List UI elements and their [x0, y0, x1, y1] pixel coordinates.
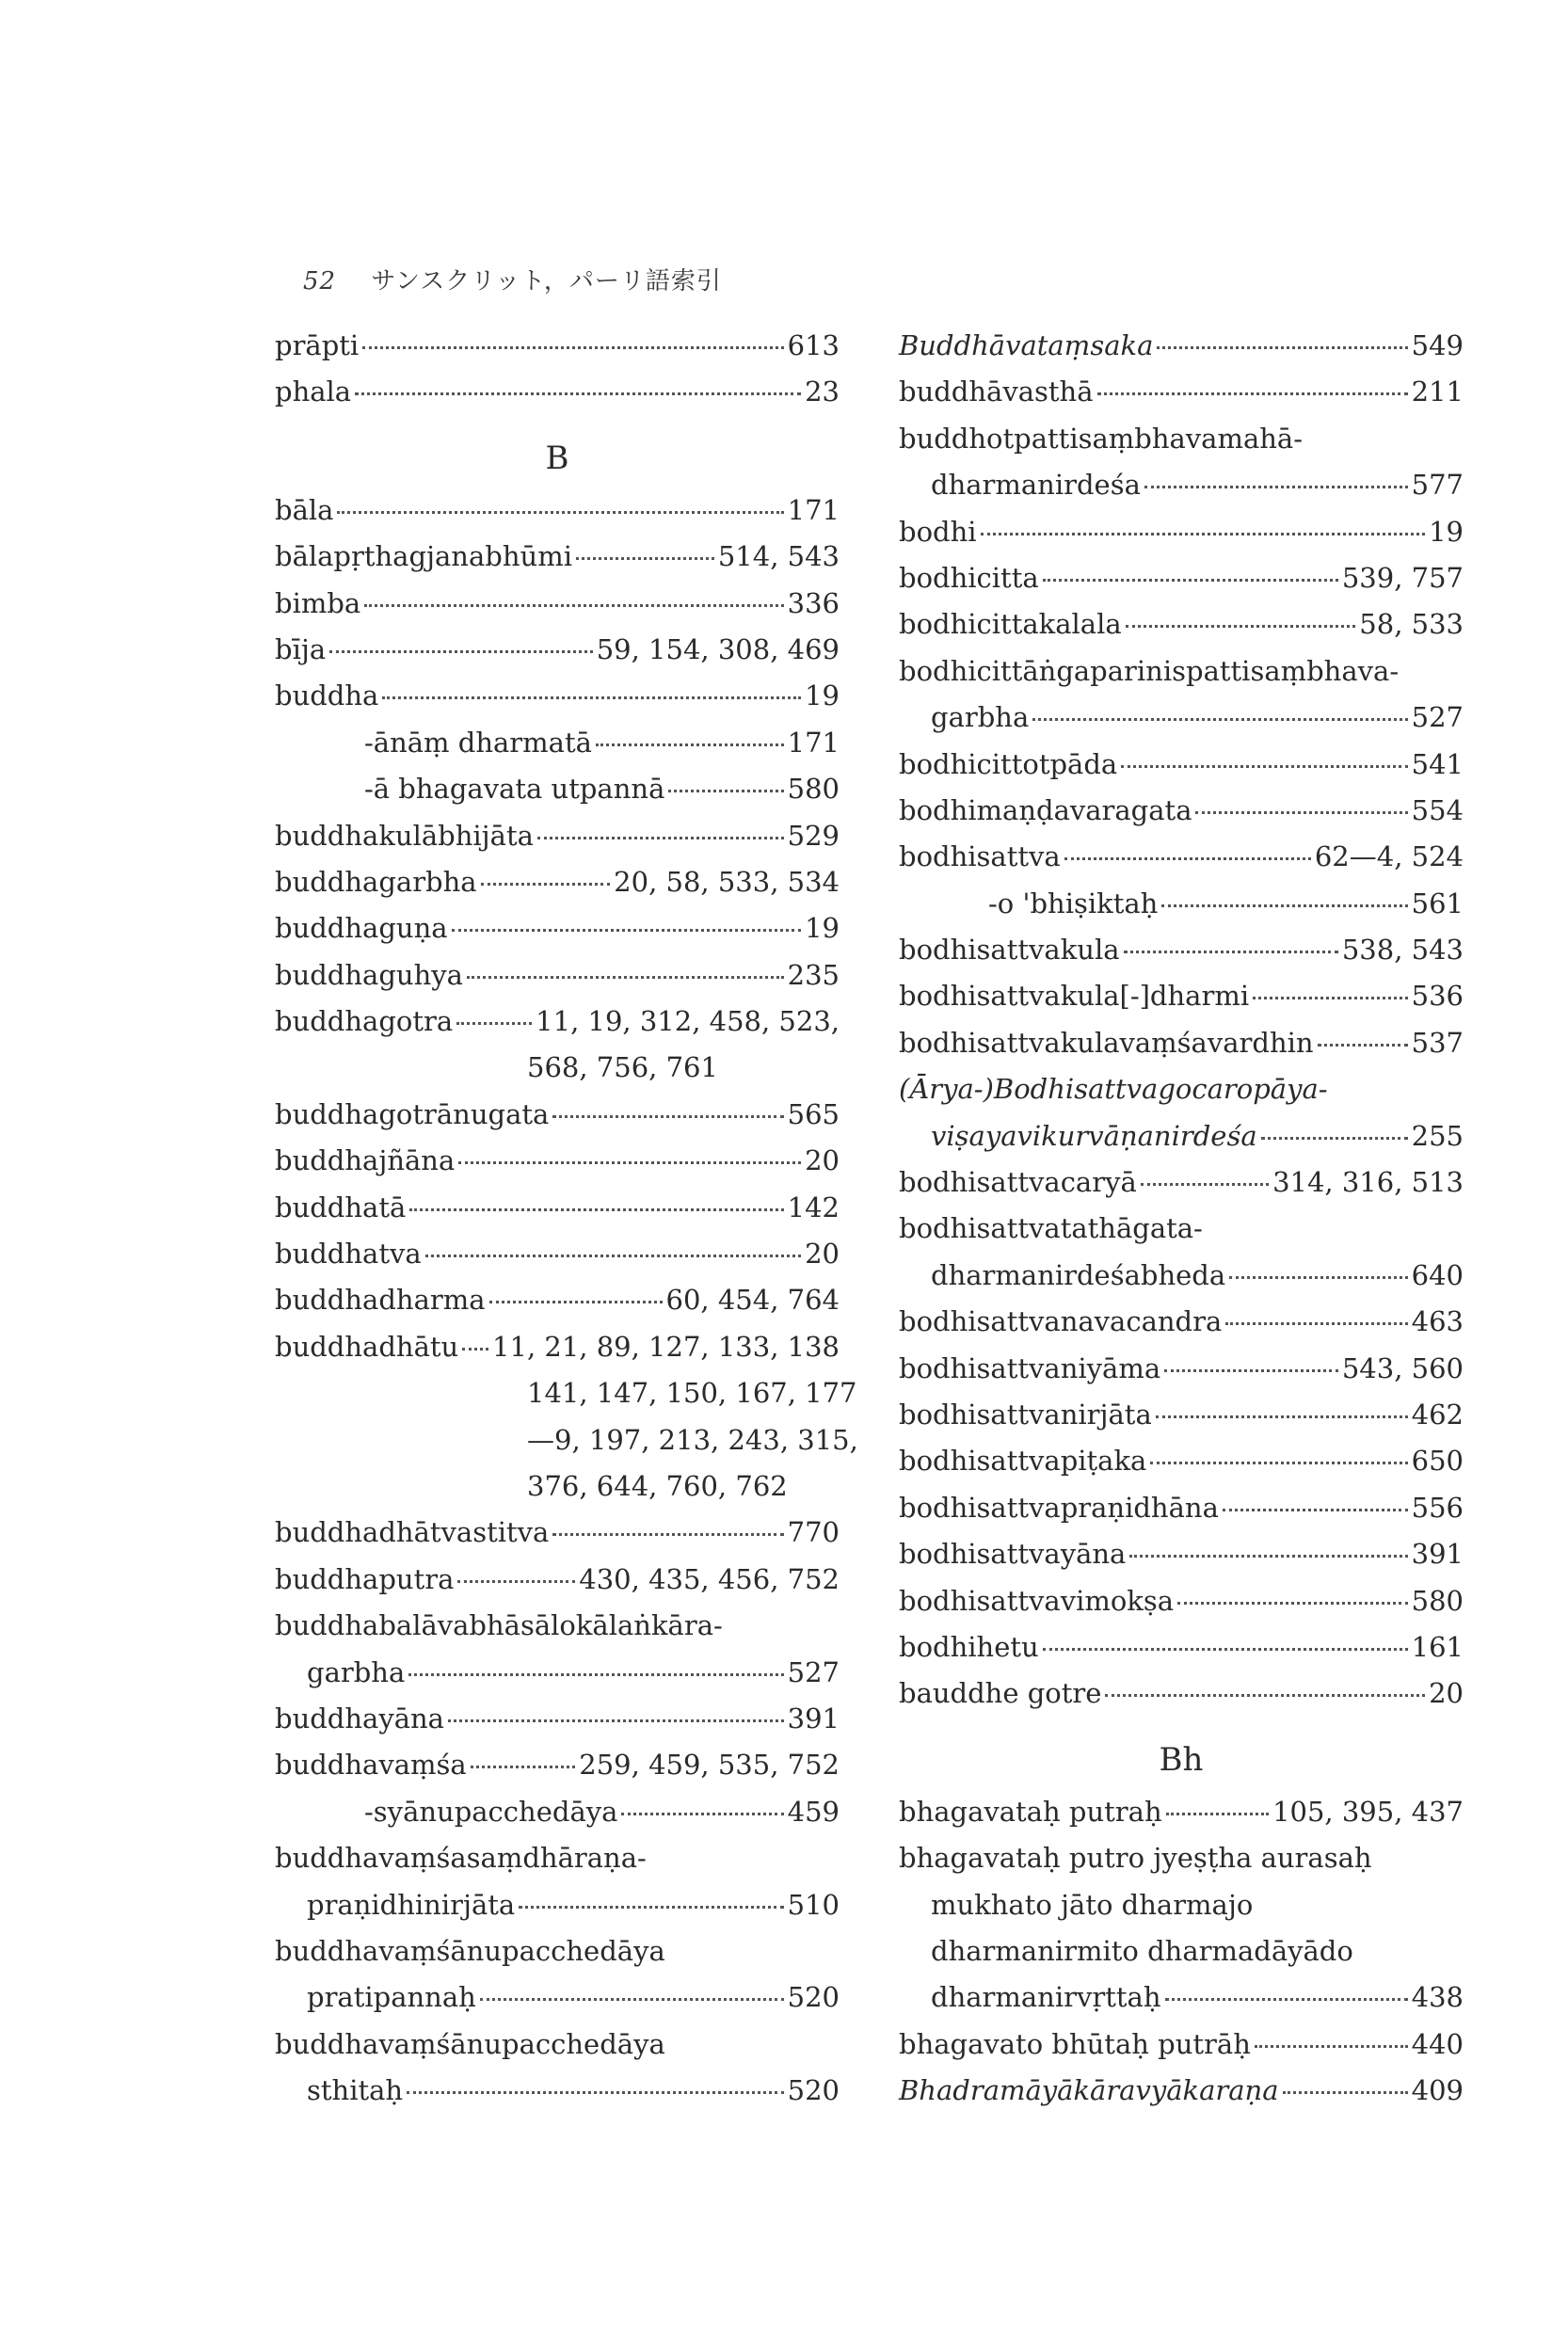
entry-term: praṇidhinirjāta [307, 1888, 516, 1921]
leader-dots [329, 650, 593, 653]
entry-pages: —9, 197, 213, 243, 315, [527, 1423, 858, 1456]
index-entry [275, 866, 840, 912]
entry-pages: 561 [1411, 887, 1464, 919]
leader-dots [1283, 2091, 1408, 2094]
leader-dots [1225, 1322, 1407, 1325]
index-page-continuation [275, 1377, 857, 1423]
entry-pages: 336 [787, 586, 840, 619]
entry-term: bālapṛthagjanabhūmi [275, 540, 572, 573]
index-entry-continuation [275, 1842, 840, 1888]
entry-term: buddhabalāvabhāsālokālaṅkāra- [275, 1609, 723, 1642]
entry-term: bhagavataḥ putraḥ [899, 1795, 1162, 1828]
entry-pages: 19 [805, 912, 840, 945]
entry-term: bhagavato bhūtaḥ putrāḥ [899, 2027, 1251, 2060]
entry-pages: 20, 58, 533, 534 [614, 865, 840, 898]
entry-term: buddhatā [275, 1191, 407, 1223]
entry-term: -syānupacchedāya [364, 1795, 618, 1828]
entry-pages: 430, 435, 456, 752 [579, 1562, 840, 1595]
entry-pages: 11, 19, 312, 458, 523, [536, 1005, 840, 1038]
entry-term: bodhisattvapiṭaka [899, 1445, 1147, 1478]
entry-pages: 463 [1411, 1305, 1464, 1338]
entry-term: bauddhe gotre [899, 1677, 1102, 1710]
leader-dots [1124, 951, 1338, 953]
index-entry [275, 587, 840, 633]
index-entry [899, 1027, 1464, 1073]
index-entry [899, 701, 1464, 747]
entry-pages: 650 [1411, 1445, 1464, 1478]
entry-term: buddhāvasthā [899, 376, 1094, 408]
entry-term: garbha [931, 701, 1030, 734]
entry-term: bodhisattvanavacandra [899, 1305, 1223, 1338]
entry-pages: 391 [787, 1702, 840, 1735]
entry-pages: 376, 644, 760, 762 [527, 1469, 788, 1502]
page-title: サンスクリット，パーリ語索引 [371, 267, 722, 296]
index-column-left [275, 329, 858, 2120]
index-entry [899, 329, 1464, 376]
index-page-continuation [275, 1051, 840, 1097]
index-entry [275, 494, 840, 540]
entry-term: buddha [275, 679, 379, 712]
index-entry [275, 1098, 840, 1144]
leader-dots [1032, 718, 1407, 721]
entry-pages: 235 [787, 958, 840, 991]
entry-pages: 613 [787, 329, 840, 361]
entry-term: -ānāṃ dharmatā [364, 726, 592, 759]
index-entry [275, 1703, 840, 1749]
entry-pages: 438 [1411, 1981, 1464, 2014]
section-letter: Bh [1159, 1740, 1204, 1779]
index-entry [275, 1005, 840, 1051]
leader-dots [1043, 579, 1338, 582]
leader-dots [337, 511, 783, 514]
leader-dots [1043, 1648, 1408, 1651]
index-entry [899, 1305, 1464, 1351]
index-page-continuation [275, 1423, 858, 1470]
index-entry-continuation [275, 1609, 840, 1655]
entry-term: dharmanirdeśabheda [931, 1258, 1226, 1291]
leader-dots [1165, 1998, 1408, 2001]
entry-term: bodhisattvapraṇidhāna [899, 1491, 1219, 1524]
index-entry [899, 748, 1464, 794]
leader-dots [1161, 904, 1407, 907]
index-entry [899, 1631, 1464, 1677]
entry-term: buddhajñāna [275, 1144, 456, 1177]
leader-dots [668, 790, 783, 792]
leader-dots [1129, 1555, 1407, 1558]
entry-term: bodhisattva [899, 840, 1061, 873]
index-entry [899, 980, 1464, 1026]
entry-pages: 58, 533 [1359, 608, 1464, 641]
index-entry [275, 679, 840, 726]
index-entry [899, 1677, 1464, 1723]
entry-pages: 161 [1411, 1630, 1464, 1663]
leader-dots [1177, 1602, 1408, 1605]
index-entry [899, 1981, 1464, 2027]
index-entry [275, 1563, 840, 1609]
index-entry [275, 1238, 840, 1284]
entry-pages: 549 [1411, 329, 1464, 361]
entry-pages: 539, 757 [1341, 561, 1464, 594]
entry-term: buddhagotra [275, 1005, 454, 1038]
entry-term: Bhadramāyākāravyākaraṇa [899, 2074, 1279, 2107]
entry-term: buddhadhātvastitva [275, 1516, 550, 1549]
leader-dots [456, 1022, 532, 1025]
index-entry [275, 1144, 840, 1191]
index-entry-continuation [899, 1842, 1464, 1888]
index-entry [275, 912, 840, 958]
leader-dots [425, 1255, 801, 1257]
index-entry [899, 1120, 1464, 1166]
entry-term: bodhicittakalala [899, 608, 1122, 641]
leader-dots [364, 604, 783, 607]
leader-dots [552, 1533, 783, 1536]
entry-term: buddhakulābhijāta [275, 819, 534, 852]
entry-pages: 11, 21, 89, 127, 133, 138 [492, 1330, 840, 1363]
index-entry-continuation [899, 1212, 1464, 1258]
entry-pages: 580 [787, 773, 840, 806]
leader-dots [1261, 1137, 1408, 1140]
index-subentry [275, 727, 840, 773]
index-entry [275, 1889, 840, 1935]
index-subentry [275, 773, 840, 819]
index-entry [899, 1492, 1464, 1538]
index-entry [899, 840, 1464, 887]
leader-dots [1255, 2045, 1408, 2048]
entry-pages: 462 [1411, 1398, 1464, 1431]
entry-term: bīja [275, 632, 327, 665]
leader-dots [407, 2091, 784, 2094]
entry-term: buddhatva [275, 1238, 422, 1271]
leader-dots [1156, 1415, 1408, 1418]
entry-term: buddhayāna [275, 1702, 444, 1735]
entry-pages: 527 [787, 1655, 840, 1688]
leader-dots [382, 696, 801, 699]
index-subentry [899, 887, 1464, 934]
index-entry [899, 1796, 1464, 1842]
entry-term: bodhisattvanirjāta [899, 1398, 1152, 1431]
leader-dots [1097, 392, 1408, 395]
leader-dots [467, 976, 784, 979]
entry-pages: 314, 316, 513 [1272, 1166, 1464, 1199]
entry-term: bodhicitta [899, 561, 1039, 594]
index-subentry [275, 1796, 840, 1842]
leader-dots [537, 837, 784, 839]
leader-dots [1144, 486, 1408, 488]
page-number: 52 [303, 267, 337, 296]
entry-pages: 541 [1411, 747, 1464, 780]
index-entry-continuation [899, 1073, 1464, 1119]
leader-dots [1195, 811, 1407, 814]
leader-dots [489, 1301, 663, 1303]
entry-term: sthitaḥ [307, 2074, 404, 2107]
entry-term: viṣayavikurvāṇanirdeśa [931, 1119, 1257, 1152]
entry-pages: 527 [1411, 701, 1464, 734]
leader-dots [1141, 1183, 1269, 1186]
entry-term: bodhisattvatathāgata- [899, 1212, 1203, 1245]
entry-pages: 105, 395, 437 [1272, 1795, 1464, 1828]
index-entry [899, 1166, 1464, 1212]
leader-dots [462, 1348, 488, 1351]
entry-pages: 543, 560 [1341, 1351, 1464, 1384]
index-entry [275, 1191, 840, 1238]
entry-pages: 20 [805, 1144, 840, 1177]
entry-term: bodhisattvavimokṣa [899, 1584, 1175, 1617]
entry-pages: 141, 147, 150, 167, 177 [527, 1377, 857, 1410]
index-entry-continuation [275, 1935, 840, 1981]
index-entry [899, 1352, 1464, 1399]
leader-dots [552, 1115, 783, 1118]
entry-pages: 536 [1411, 980, 1464, 1013]
entry-pages: 409 [1411, 2074, 1464, 2107]
index-entry-continuation [899, 1889, 1464, 1935]
index-entry [899, 1585, 1464, 1631]
leader-dots [1229, 1276, 1407, 1279]
entry-term: bodhimaṇḍavaragata [899, 793, 1192, 826]
entry-pages: 60, 454, 764 [665, 1284, 840, 1317]
leader-dots [596, 743, 784, 746]
leader-dots [480, 1998, 784, 2001]
leader-dots [409, 1208, 783, 1211]
entry-pages: 440 [1411, 2027, 1464, 2060]
leader-dots [481, 883, 611, 886]
index-entry [275, 959, 840, 1005]
entry-term: bodhicittāṅgaparinispattisaṃbhava- [899, 654, 1400, 687]
leader-dots [408, 1673, 783, 1676]
index-entry [275, 329, 840, 376]
leader-dots [576, 557, 714, 560]
entry-term: bodhisattvakula[-]dharmi [899, 980, 1250, 1013]
index-entry [275, 1284, 840, 1330]
leader-dots [1253, 997, 1408, 999]
index-entry [275, 1749, 840, 1795]
entry-pages: 537 [1411, 1026, 1464, 1059]
entry-pages: 391 [1411, 1538, 1464, 1571]
entry-pages: 171 [787, 493, 840, 526]
entry-term: bodhisattvaniyāma [899, 1351, 1161, 1384]
entry-pages: 171 [787, 726, 840, 759]
index-entry [899, 1445, 1464, 1491]
index-entry-continuation [899, 655, 1464, 701]
entry-term: dharmanirdeśa [931, 469, 1141, 502]
leader-dots [621, 1813, 783, 1815]
entry-pages: 520 [787, 2074, 840, 2107]
leader-dots [1105, 1694, 1425, 1697]
entry-term: pratipannaḥ [307, 1981, 476, 2014]
leader-dots [1064, 857, 1311, 860]
entry-term: bhagavataḥ putro jyeṣṭha aurasaḥ [899, 1842, 1372, 1875]
index-entry [275, 540, 840, 586]
entry-pages: 255 [1411, 1119, 1464, 1152]
leader-dots [519, 1906, 783, 1909]
entry-pages: 538, 543 [1341, 934, 1464, 967]
entry-pages: 62—4, 524 [1314, 840, 1464, 873]
index-entry [899, 562, 1464, 608]
entry-term: buddhagotrānugata [275, 1097, 550, 1130]
entry-term: bodhisattvacaryā [899, 1166, 1137, 1199]
index-entry-continuation [899, 1935, 1464, 1981]
index-entry-continuation [275, 2028, 840, 2074]
entry-term: Buddhāvataṃsaka [899, 329, 1154, 361]
entry-pages: 529 [787, 819, 840, 852]
index-page-continuation [275, 1470, 840, 1516]
index-entry [899, 608, 1464, 654]
entry-term: bodhihetu [899, 1630, 1039, 1663]
entry-term: bodhisattvakulavaṃśavardhin [899, 1026, 1314, 1059]
leader-dots [1121, 765, 1407, 768]
leader-dots [457, 1580, 575, 1583]
entry-term: mukhato jāto dharmajo [931, 1888, 1254, 1921]
index-entry [899, 376, 1464, 422]
entry-pages: 577 [1411, 469, 1464, 502]
index-entry [899, 1399, 1464, 1445]
section-letter: B [545, 439, 569, 477]
entry-pages: 510 [787, 1888, 840, 1921]
index-column-right [899, 329, 1464, 2120]
index-entry [275, 1331, 840, 1377]
index-entry [275, 1516, 840, 1562]
entry-term: -o 'bhiṣiktaḥ [988, 887, 1159, 919]
index-entry [899, 934, 1464, 980]
entry-term: bodhisattvakula [899, 934, 1120, 967]
entry-term: phala [275, 376, 352, 408]
entry-term: buddhavaṃśānupacchedāya [275, 2027, 665, 2060]
leader-dots [452, 929, 802, 932]
entry-term: dharmanirmito dharmadāyādo [931, 1934, 1353, 1967]
entry-pages: 19 [805, 679, 840, 712]
entry-term: (Ārya-)Bodhisattvagocaropāya- [899, 1073, 1328, 1106]
entry-pages: 520 [787, 1981, 840, 2014]
entry-term: buddhavaṃśānupacchedāya [275, 1934, 665, 1967]
index-entry [899, 469, 1464, 515]
entry-pages: 142 [787, 1191, 840, 1223]
entry-term: bodhi [899, 515, 977, 548]
entry-term: buddhavaṃśa [275, 1749, 467, 1782]
entry-term: buddhadharma [275, 1284, 486, 1317]
leader-dots [448, 1719, 784, 1722]
entry-pages: 59, 154, 308, 469 [596, 632, 840, 665]
entry-term: bodhisattvayāna [899, 1538, 1127, 1571]
entry-term: garbha [307, 1655, 406, 1688]
index-entry [899, 516, 1464, 562]
leader-dots [1157, 346, 1407, 349]
leader-dots [1126, 625, 1356, 628]
leader-dots [471, 1766, 576, 1768]
entry-term: buddhaguṇa [275, 912, 448, 945]
entry-pages: 565 [787, 1097, 840, 1130]
entry-pages: 459 [787, 1795, 840, 1828]
leader-dots [362, 346, 783, 349]
index-entry [275, 633, 840, 679]
entry-pages: 211 [1411, 376, 1464, 408]
entry-pages: 568, 756, 761 [527, 1051, 718, 1084]
entry-term: bāla [275, 493, 334, 526]
leader-dots [981, 533, 1426, 536]
leader-dots [1223, 1509, 1408, 1511]
entry-pages: 19 [1429, 515, 1464, 548]
leader-dots [1166, 1813, 1269, 1815]
entry-term: buddhotpattisaṃbhavamahā- [899, 422, 1304, 455]
page-header [303, 262, 722, 296]
index-entry [275, 820, 840, 866]
entry-pages: 580 [1411, 1584, 1464, 1617]
index-entry [899, 2028, 1464, 2074]
entry-pages: 556 [1411, 1491, 1464, 1524]
entry-pages: 640 [1411, 1258, 1464, 1291]
entry-term: buddhagarbha [275, 865, 477, 898]
entry-pages: 23 [805, 376, 840, 408]
leader-dots [1164, 1369, 1338, 1372]
index-entry [899, 1538, 1464, 1584]
entry-term: prāpti [275, 329, 360, 361]
index-entry [899, 1259, 1464, 1305]
index-entry [275, 1656, 840, 1703]
leader-dots [355, 392, 801, 395]
index-entry [275, 376, 840, 422]
entry-term: buddhadhātu [275, 1330, 459, 1363]
index-entry [899, 2074, 1464, 2120]
leader-dots [1150, 1462, 1407, 1464]
index-entry [899, 794, 1464, 840]
index-entry-continuation [899, 423, 1464, 469]
entry-pages: 20 [805, 1238, 840, 1271]
entry-pages: 20 [1429, 1677, 1464, 1710]
entry-term: dharmanirvṛttaḥ [931, 1981, 1161, 2014]
index-entry [275, 1981, 840, 2027]
entry-term: -ā bhagavata utpannā [364, 773, 665, 806]
index-entry [275, 2074, 840, 2120]
entry-term: buddhaputra [275, 1562, 455, 1595]
entry-pages: 770 [787, 1516, 840, 1549]
entry-term: bodhicittotpāda [899, 747, 1118, 780]
entry-pages: 514, 543 [717, 540, 840, 573]
entry-term: bimba [275, 586, 361, 619]
entry-term: buddhaguhya [275, 958, 463, 991]
entry-term: buddhavaṃśasaṃdhāraṇa- [275, 1842, 647, 1875]
leader-dots [1318, 1044, 1408, 1047]
entry-pages: 259, 459, 535, 752 [579, 1749, 840, 1782]
entry-pages: 554 [1411, 793, 1464, 826]
leader-dots [458, 1161, 801, 1164]
